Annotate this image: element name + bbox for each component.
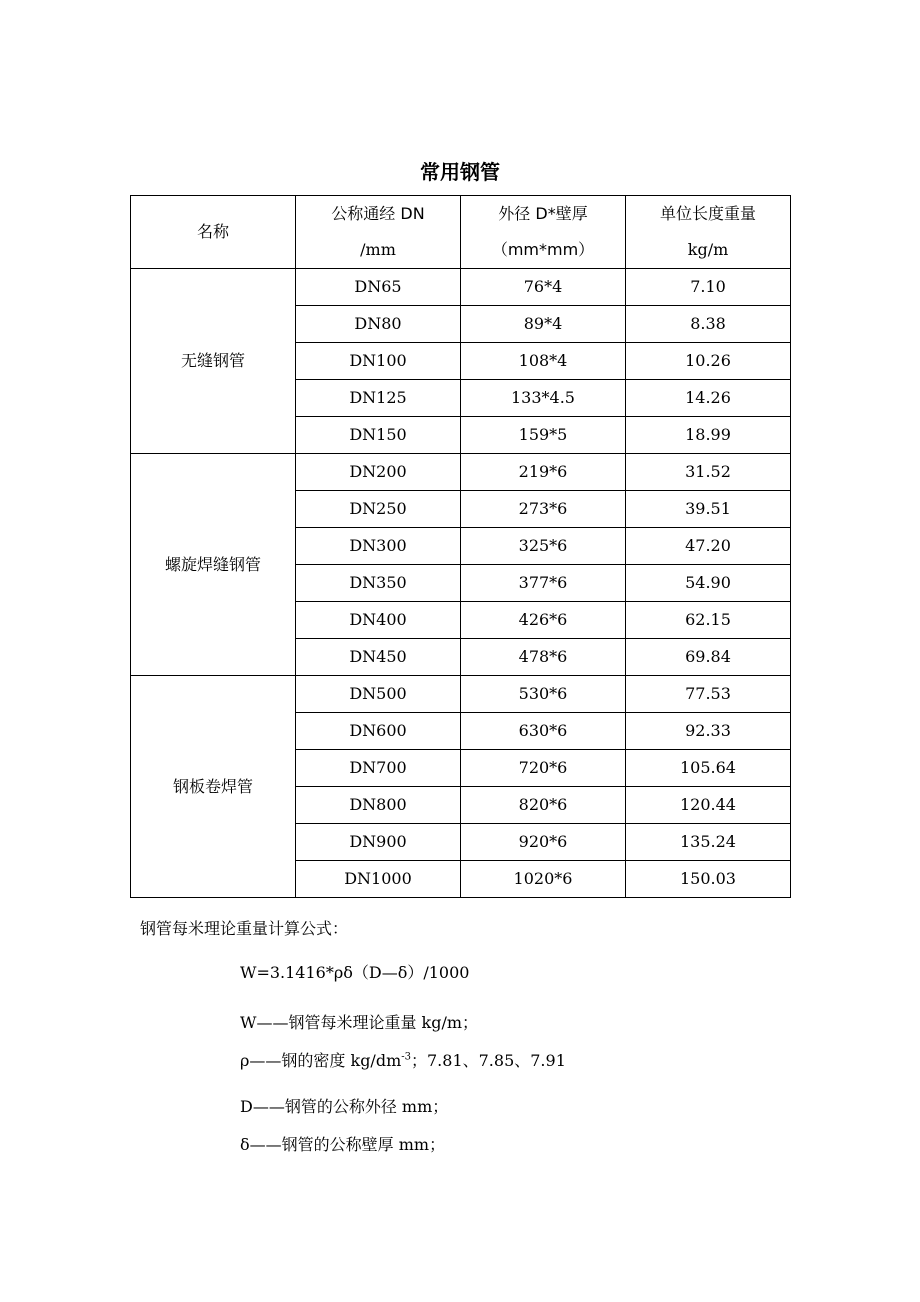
unit-weight-cell: 77.53 (626, 676, 791, 713)
unit-weight-cell: 105.64 (626, 750, 791, 787)
nominal-diameter-cell: DN150 (296, 417, 461, 454)
formula-title: 钢管每米理论重量计算公式： (140, 919, 349, 938)
outer-diameter-cell: 920*6 (461, 824, 626, 861)
unit-weight-cell: 8.38 (626, 306, 791, 343)
formula-rho-definition (240, 1050, 566, 1072)
nominal-diameter-cell: DN1000 (296, 861, 461, 898)
pipe-type-cell: 无缝钢管 (131, 269, 296, 454)
table-header-row (131, 196, 791, 269)
unit-weight-cell: 14.26 (626, 380, 791, 417)
header-outer-diameter (461, 196, 626, 269)
outer-diameter-cell: 76*4 (461, 269, 626, 306)
unit-weight-cell: 62.15 (626, 602, 791, 639)
header-outer-diameter-line1: 外径 D*壁厚 (498, 204, 588, 223)
outer-diameter-cell: 377*6 (461, 565, 626, 602)
header-name: 名称 (131, 196, 296, 269)
outer-diameter-cell: 219*6 (461, 454, 626, 491)
unit-weight-cell: 150.03 (626, 861, 791, 898)
table-row (131, 269, 791, 306)
page-title: 常用钢管 (420, 160, 500, 184)
outer-diameter-cell: 325*6 (461, 528, 626, 565)
formula-delta-definition: δ——钢管的公称壁厚 mm； (240, 1135, 446, 1154)
header-outer-diameter-line2: （mm*mm） (491, 240, 595, 259)
unit-weight-cell: 92.33 (626, 713, 791, 750)
formula-equation: W=3.1416*ρδ（D—δ）/1000 (240, 963, 470, 982)
nominal-diameter-cell: DN900 (296, 824, 461, 861)
nominal-diameter-cell: DN125 (296, 380, 461, 417)
unit-weight-cell: 135.24 (626, 824, 791, 861)
unit-weight-cell: 69.84 (626, 639, 791, 676)
outer-diameter-cell: 159*5 (461, 417, 626, 454)
nominal-diameter-cell: DN400 (296, 602, 461, 639)
formula-rho-suffix: ；7.81、7.85、7.91 (411, 1051, 566, 1070)
header-unit-weight (626, 196, 791, 269)
outer-diameter-cell: 426*6 (461, 602, 626, 639)
header-unit-weight-line2: kg/m (687, 240, 729, 259)
nominal-diameter-cell: DN300 (296, 528, 461, 565)
nominal-diameter-cell: DN500 (296, 676, 461, 713)
formula-rho-superscript: -3 (401, 1051, 411, 1063)
unit-weight-cell: 39.51 (626, 491, 791, 528)
nominal-diameter-cell: DN250 (296, 491, 461, 528)
steel-pipe-table (130, 195, 791, 898)
nominal-diameter-cell: DN800 (296, 787, 461, 824)
outer-diameter-cell: 133*4.5 (461, 380, 626, 417)
outer-diameter-cell: 1020*6 (461, 861, 626, 898)
outer-diameter-cell: 108*4 (461, 343, 626, 380)
unit-weight-cell: 7.10 (626, 269, 791, 306)
outer-diameter-cell: 720*6 (461, 750, 626, 787)
unit-weight-cell: 18.99 (626, 417, 791, 454)
nominal-diameter-cell: DN450 (296, 639, 461, 676)
unit-weight-cell: 31.52 (626, 454, 791, 491)
table-row (131, 454, 791, 491)
outer-diameter-cell: 530*6 (461, 676, 626, 713)
header-nominal-diameter (296, 196, 461, 269)
outer-diameter-cell: 820*6 (461, 787, 626, 824)
unit-weight-cell: 47.20 (626, 528, 791, 565)
formula-w-definition: W——钢管每米理论重量 kg/m； (240, 1013, 479, 1032)
unit-weight-cell: 10.26 (626, 343, 791, 380)
header-unit-weight-line1: 单位长度重量 (659, 204, 756, 223)
nominal-diameter-cell: DN80 (296, 306, 461, 343)
formula-d-definition: D——钢管的公称外径 mm； (240, 1097, 449, 1116)
table-row (131, 676, 791, 713)
nominal-diameter-cell: DN100 (296, 343, 461, 380)
nominal-diameter-cell: DN65 (296, 269, 461, 306)
header-nominal-diameter-line1: 公称通经 DN (331, 204, 425, 223)
nominal-diameter-cell: DN600 (296, 713, 461, 750)
outer-diameter-cell: 630*6 (461, 713, 626, 750)
pipe-type-cell: 钢板卷焊管 (131, 676, 296, 898)
outer-diameter-cell: 89*4 (461, 306, 626, 343)
formula-rho-prefix: ρ——钢的密度 kg/dm (240, 1051, 402, 1070)
nominal-diameter-cell: DN350 (296, 565, 461, 602)
pipe-type-cell: 螺旋焊缝钢管 (131, 454, 296, 676)
outer-diameter-cell: 273*6 (461, 491, 626, 528)
nominal-diameter-cell: DN700 (296, 750, 461, 787)
outer-diameter-cell: 478*6 (461, 639, 626, 676)
header-nominal-diameter-line2: /mm (360, 240, 396, 259)
unit-weight-cell: 120.44 (626, 787, 791, 824)
nominal-diameter-cell: DN200 (296, 454, 461, 491)
unit-weight-cell: 54.90 (626, 565, 791, 602)
